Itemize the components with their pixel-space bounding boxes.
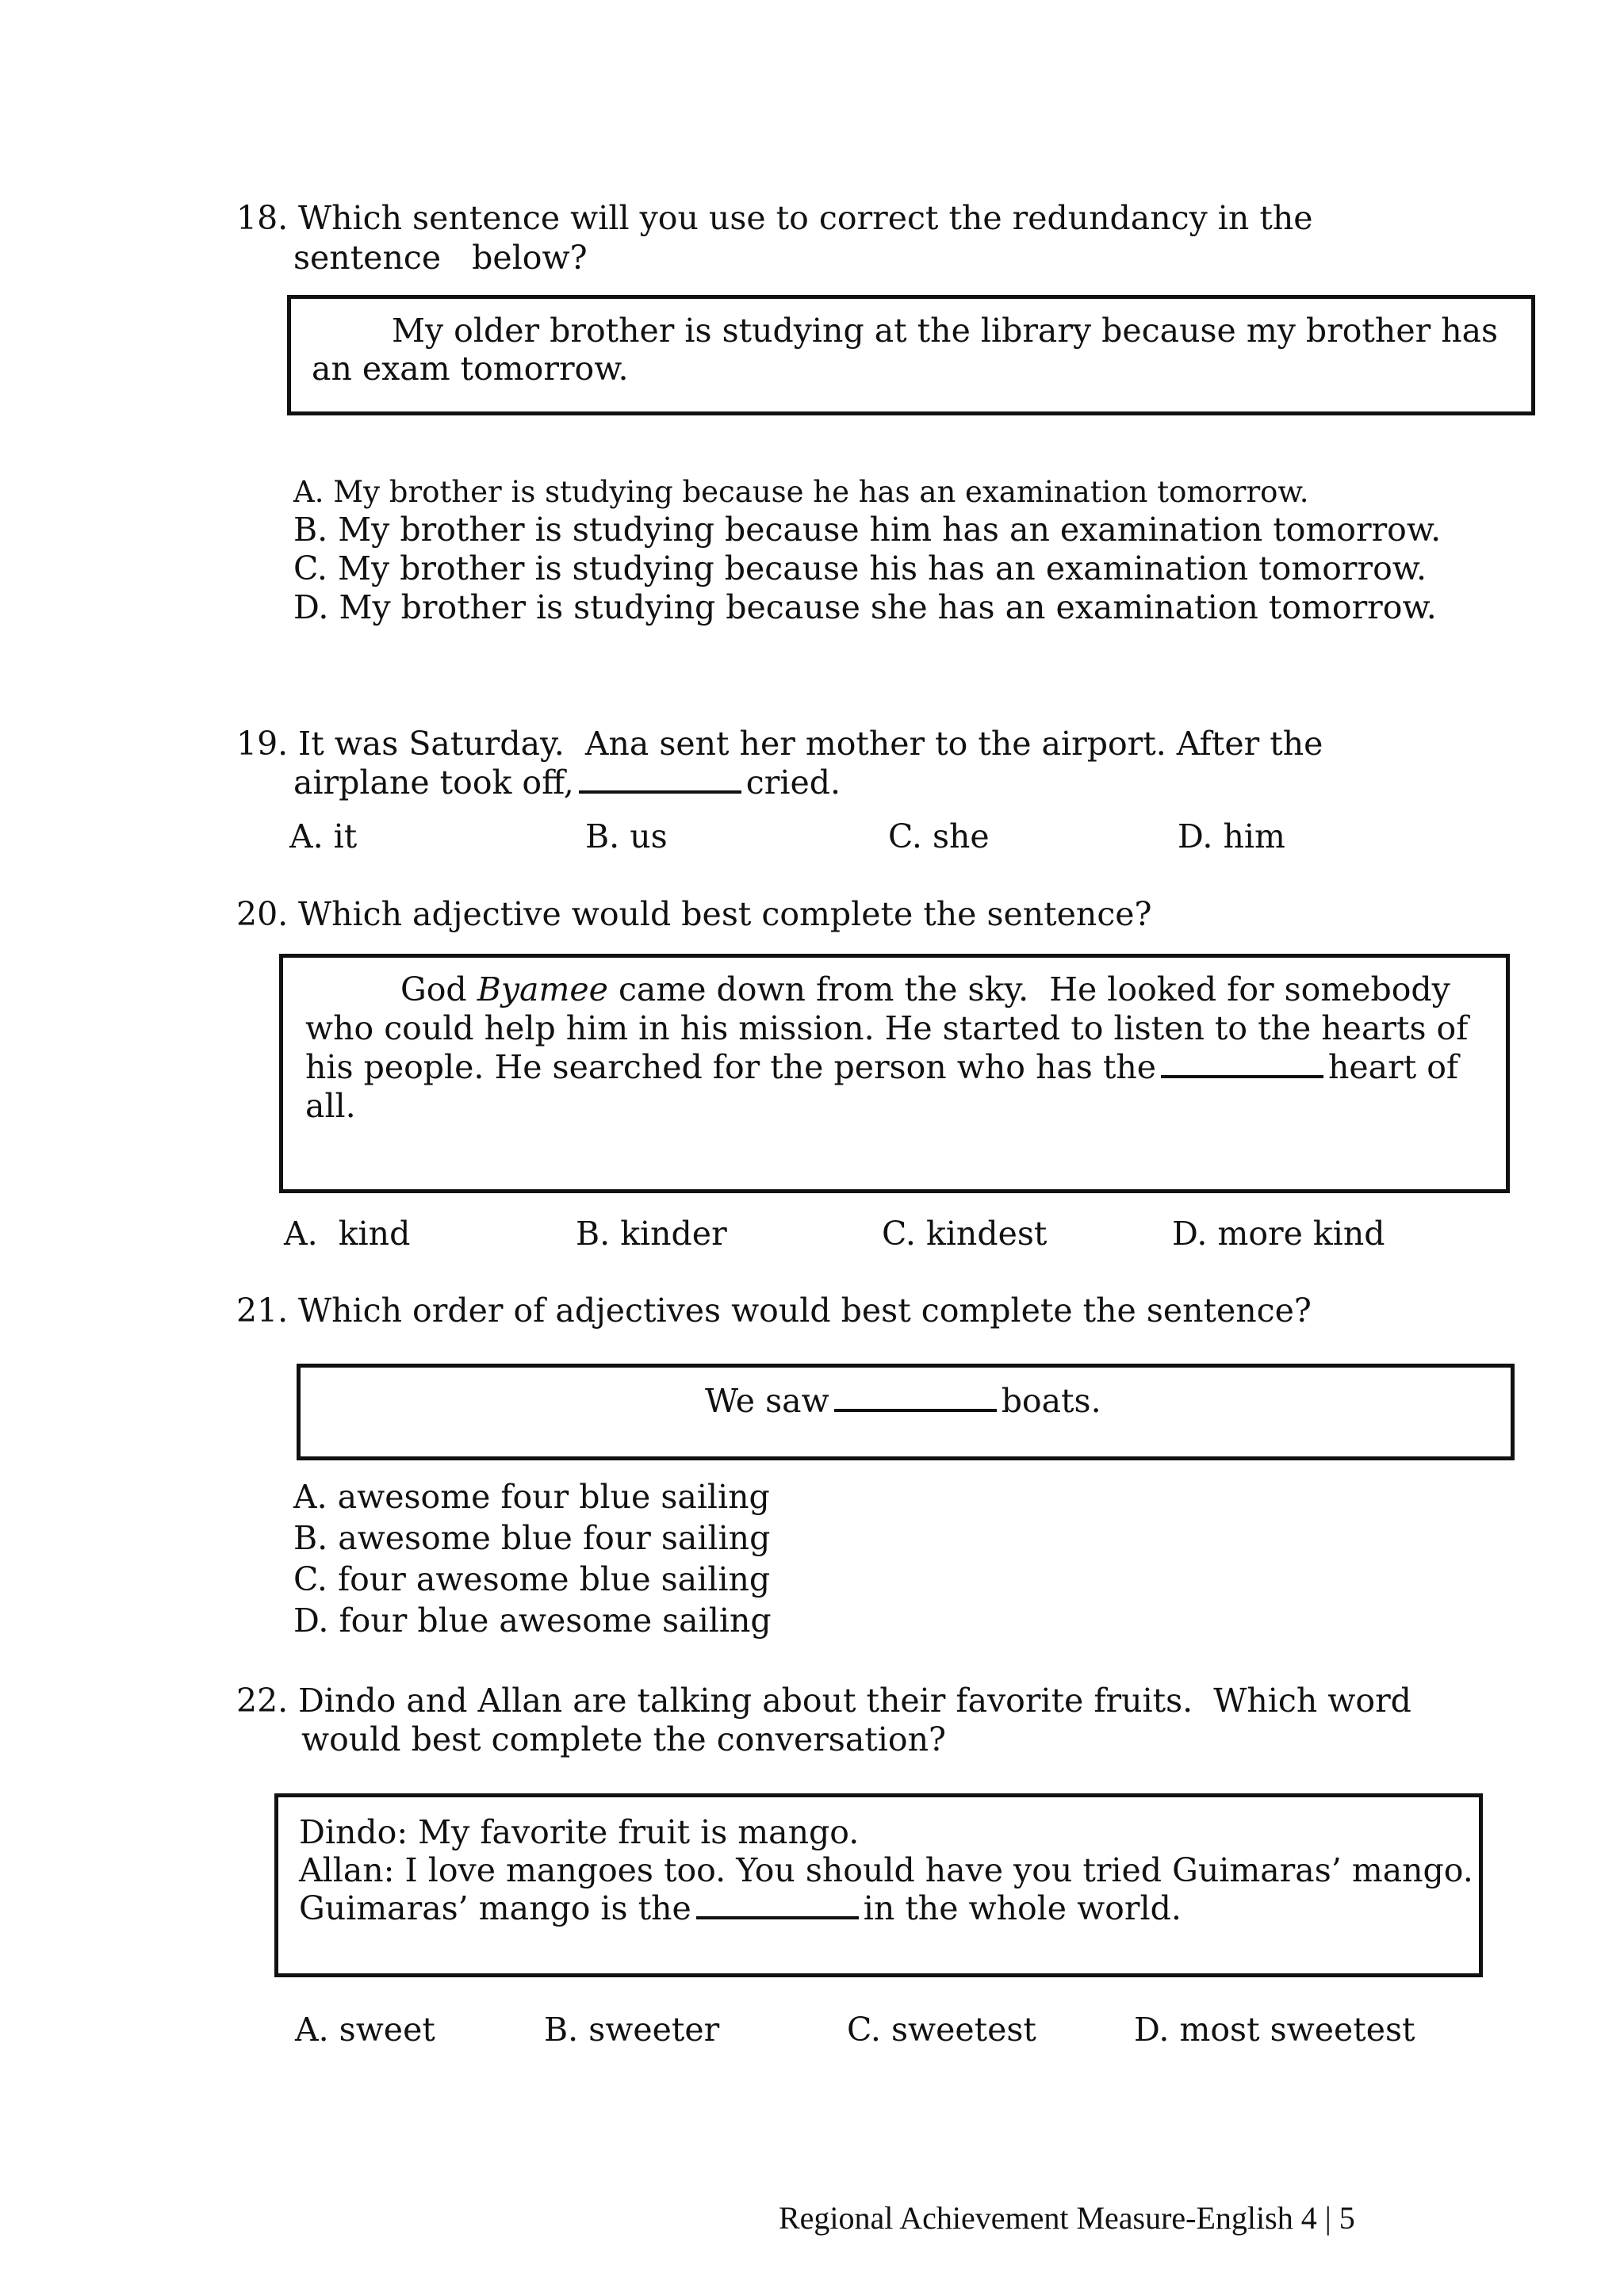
question-number: 22. (236, 1682, 289, 1720)
question-number: 19. (236, 725, 289, 763)
dialogue-line3 (299, 1889, 1182, 1927)
option-a[interactable]: A. sweet (295, 2011, 435, 2049)
box-text-line2: an exam tomorrow. (312, 350, 629, 388)
dialogue-line2: Allan: I love mangoes too. You should have you tried Guimaras’ mango. (299, 1851, 1473, 1889)
option-a[interactable]: A. kind (284, 1215, 411, 1253)
option-d[interactable]: D. most sweetest (1134, 2011, 1415, 2049)
question-number: 18. (236, 199, 289, 237)
option-a[interactable]: A. My brother is studying because he has an examination tomorrow. (293, 475, 1309, 509)
answer-blank (579, 790, 741, 794)
box-text-post: boats. (1001, 1382, 1101, 1420)
question-text-line2: sentence below? (293, 239, 588, 277)
option-c[interactable]: C. she (888, 817, 990, 855)
option-c[interactable]: C. four awesome blue sailing (293, 1560, 771, 1598)
option-d[interactable]: D. him (1178, 817, 1285, 855)
box-text-italic: Byamee (477, 970, 608, 1008)
sentence-box (297, 1364, 1515, 1460)
option-b[interactable]: B. kinder (576, 1215, 727, 1253)
box-text-line2: who could help him in his mission. He started to listen to the hearts of (305, 1009, 1469, 1047)
question-text-pre: airplane took off, (293, 763, 574, 802)
option-b[interactable]: B. awesome blue four sailing (293, 1519, 771, 1557)
box-text-pre: God (400, 970, 467, 1008)
box-text-post: heart of (1328, 1048, 1459, 1086)
sentence-box (287, 295, 1535, 415)
option-b[interactable]: B. My brother is studying because him has an examination tomorrow. (293, 511, 1442, 549)
question-text-line1: It was Saturday. Ana sent her mother to the airport. After the (298, 725, 1323, 763)
dialogue-box (274, 1793, 1483, 1977)
box-text-pre: We saw (705, 1382, 829, 1420)
answer-blank (834, 1409, 997, 1412)
question-text: Which adjective would best complete the sentence? (298, 895, 1152, 933)
box-text-line3 (305, 1048, 1459, 1086)
question-text-line1: Which sentence will you use to correct the redundancy in the (298, 199, 1313, 237)
question-text-line2 (293, 763, 841, 802)
option-c[interactable]: C. My brother is studying because his has an examination tomorrow. (293, 549, 1427, 587)
page-footer: Regional Achievement Measure-English 4 | 5 (779, 2200, 1355, 2236)
question-text-line2: would best complete the conversation? (301, 1720, 946, 1758)
answer-blank (696, 1916, 859, 1919)
question-text-post: cried. (745, 763, 841, 802)
option-a[interactable]: A. it (289, 817, 358, 855)
option-d[interactable]: D. four blue awesome sailing (293, 1601, 772, 1640)
box-text-line4: all. (305, 1087, 356, 1125)
option-b[interactable]: B. us (585, 817, 668, 855)
option-c[interactable]: C. kindest (882, 1215, 1048, 1253)
option-b[interactable]: B. sweeter (544, 2011, 720, 2049)
question-text-line1: Dindo and Allan are talking about their favorite fruits. Which word (298, 1682, 1411, 1720)
dialogue-text-pre: Guimaras’ mango is the (299, 1889, 691, 1927)
option-a[interactable]: A. awesome four blue sailing (293, 1478, 770, 1516)
question-number: 21. (236, 1292, 289, 1330)
dialogue-text-post: in the whole world. (863, 1889, 1182, 1927)
box-text-pre: his people. He searched for the person who has the (305, 1048, 1157, 1086)
option-d[interactable]: D. more kind (1172, 1215, 1385, 1253)
option-c[interactable]: C. sweetest (847, 2011, 1036, 2049)
dialogue-line1: Dindo: My favorite fruit is mango. (299, 1813, 860, 1851)
question-number: 20. (236, 895, 289, 933)
answer-blank (1161, 1075, 1323, 1078)
question-text: Which order of adjectives would best complete the sentence? (298, 1292, 1312, 1330)
option-d[interactable]: D. My brother is studying because she has an examination tomorrow. (293, 588, 1437, 626)
box-text-line1 (400, 970, 1450, 1008)
box-text (705, 1382, 1101, 1420)
passage-box (279, 954, 1510, 1193)
box-text-line1: My older brother is studying at the library because my brother has (392, 312, 1499, 350)
box-text-post: came down from the sky. He looked for somebody (618, 970, 1450, 1008)
